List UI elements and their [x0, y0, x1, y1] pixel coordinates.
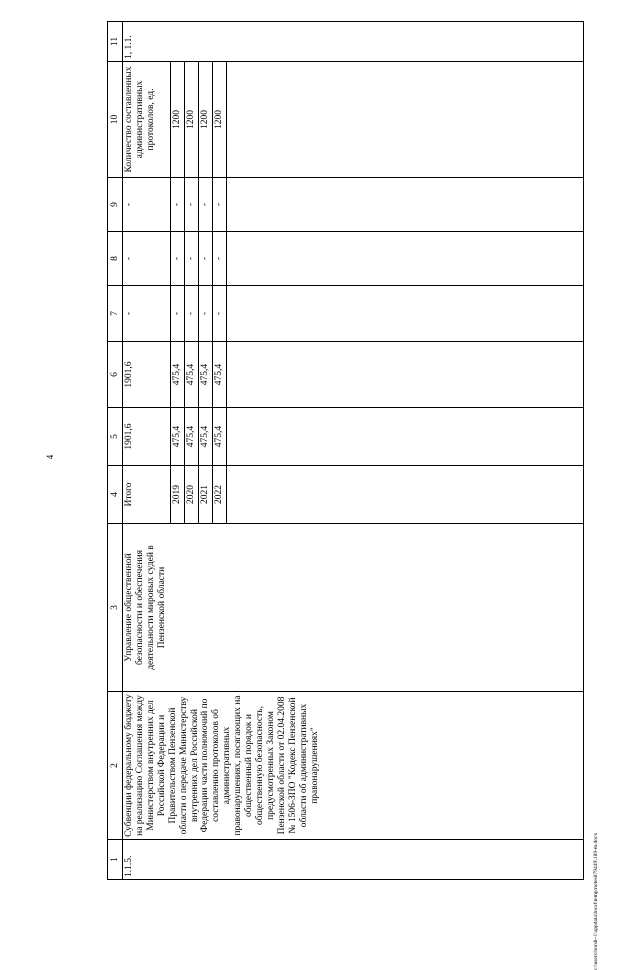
- value-cell-6: 475,4: [171, 342, 185, 408]
- empty-cell: [226, 286, 583, 342]
- empty-cell: [226, 408, 583, 466]
- year-cell: 2020: [184, 466, 198, 524]
- page-number: 4: [45, 454, 55, 460]
- header-cell-9: 9: [108, 178, 123, 232]
- header-cell-8: 8: [108, 232, 123, 286]
- year-cell: 2019: [171, 466, 185, 524]
- value-cell-9: -: [171, 178, 185, 232]
- value-cell-6: 1901,6: [123, 342, 171, 408]
- value-cell-9: -: [212, 178, 226, 232]
- empty-cell: [226, 342, 583, 408]
- executor-cell: Управление общественной безопасности и обеспечения деятельности мировых судей в Пензенской области: [123, 524, 584, 692]
- value-cell-5: 475,4: [212, 408, 226, 466]
- value-cell-10: 1200: [171, 62, 185, 178]
- header-cell-2: 2: [108, 692, 123, 840]
- header-row: [108, 22, 123, 880]
- value-cell-6: 475,4: [198, 342, 212, 408]
- program-table: [107, 21, 584, 880]
- item-number-cell: 1.1.5.: [123, 840, 584, 880]
- value-cell-8: -: [123, 232, 171, 286]
- value-cell-9: -: [184, 178, 198, 232]
- rotated-table-container: [107, 22, 584, 880]
- value-cell-9: -: [123, 178, 171, 232]
- header-cell-10: 10: [108, 62, 123, 178]
- value-cell-10: 1200: [198, 62, 212, 178]
- value-cell-5: 475,4: [171, 408, 185, 466]
- value-cell-5: 475,4: [184, 408, 198, 466]
- value-cell-9: -: [198, 178, 212, 232]
- value-cell-7: -: [212, 286, 226, 342]
- year-cell: 2021: [198, 466, 212, 524]
- value-cell-6: 475,4: [212, 342, 226, 408]
- year-cell: 2022: [212, 466, 226, 524]
- description-cell: Субвенции федеральному бюджету на реализацию Соглашения между Министерством внутренних дел Российской Федерации и Правительством Пензенской области о передаче Министерству внутренних дел Российской Федерации части полномочий по составлению протоколов об административных правонарушениях, посягающих на общественный порядок и общественную безопасность, предусмотренных Законом Пензенской области от 02.04.2008 № 1506-ЗПО "Кодекс Пензенской области об административных правонарушениях": [123, 692, 584, 840]
- header-cell-4: 4: [108, 466, 123, 524]
- link-cell: 1, 1.1.: [123, 22, 584, 62]
- value-cell-5: 1901,6: [123, 408, 171, 466]
- value-cell-7: -: [171, 286, 185, 342]
- header-cell-7: 7: [108, 286, 123, 342]
- header-cell-5: 5: [108, 408, 123, 466]
- header-cell-3: 3: [108, 524, 123, 692]
- value-cell-10: 1200: [212, 62, 226, 178]
- empty-cell: [226, 466, 583, 524]
- empty-cell: [226, 232, 583, 286]
- empty-cell: [226, 178, 583, 232]
- value-cell-10: 1200: [184, 62, 198, 178]
- value-cell-8: -: [171, 232, 185, 286]
- indicator-name-cell: Количество составленных административных протоколов, ед.: [123, 62, 171, 178]
- year-cell: Итого: [123, 466, 171, 524]
- value-cell-8: -: [198, 232, 212, 286]
- value-cell-7: -: [123, 286, 171, 342]
- value-cell-7: -: [184, 286, 198, 342]
- value-cell-6: 475,4: [184, 342, 198, 408]
- footer-file-path: c:\users\borsh~1\appdata\local\temp\notes879449\189-m.docx: [593, 832, 599, 970]
- value-cell-5: 475,4: [198, 408, 212, 466]
- value-cell-8: -: [212, 232, 226, 286]
- header-cell-6: 6: [108, 342, 123, 408]
- value-cell-8: -: [184, 232, 198, 286]
- value-cell-7: -: [198, 286, 212, 342]
- header-cell-1: 1: [108, 840, 123, 880]
- header-cell-11: 11: [108, 22, 123, 62]
- empty-cell: [226, 62, 583, 178]
- table-row-total: [123, 22, 171, 880]
